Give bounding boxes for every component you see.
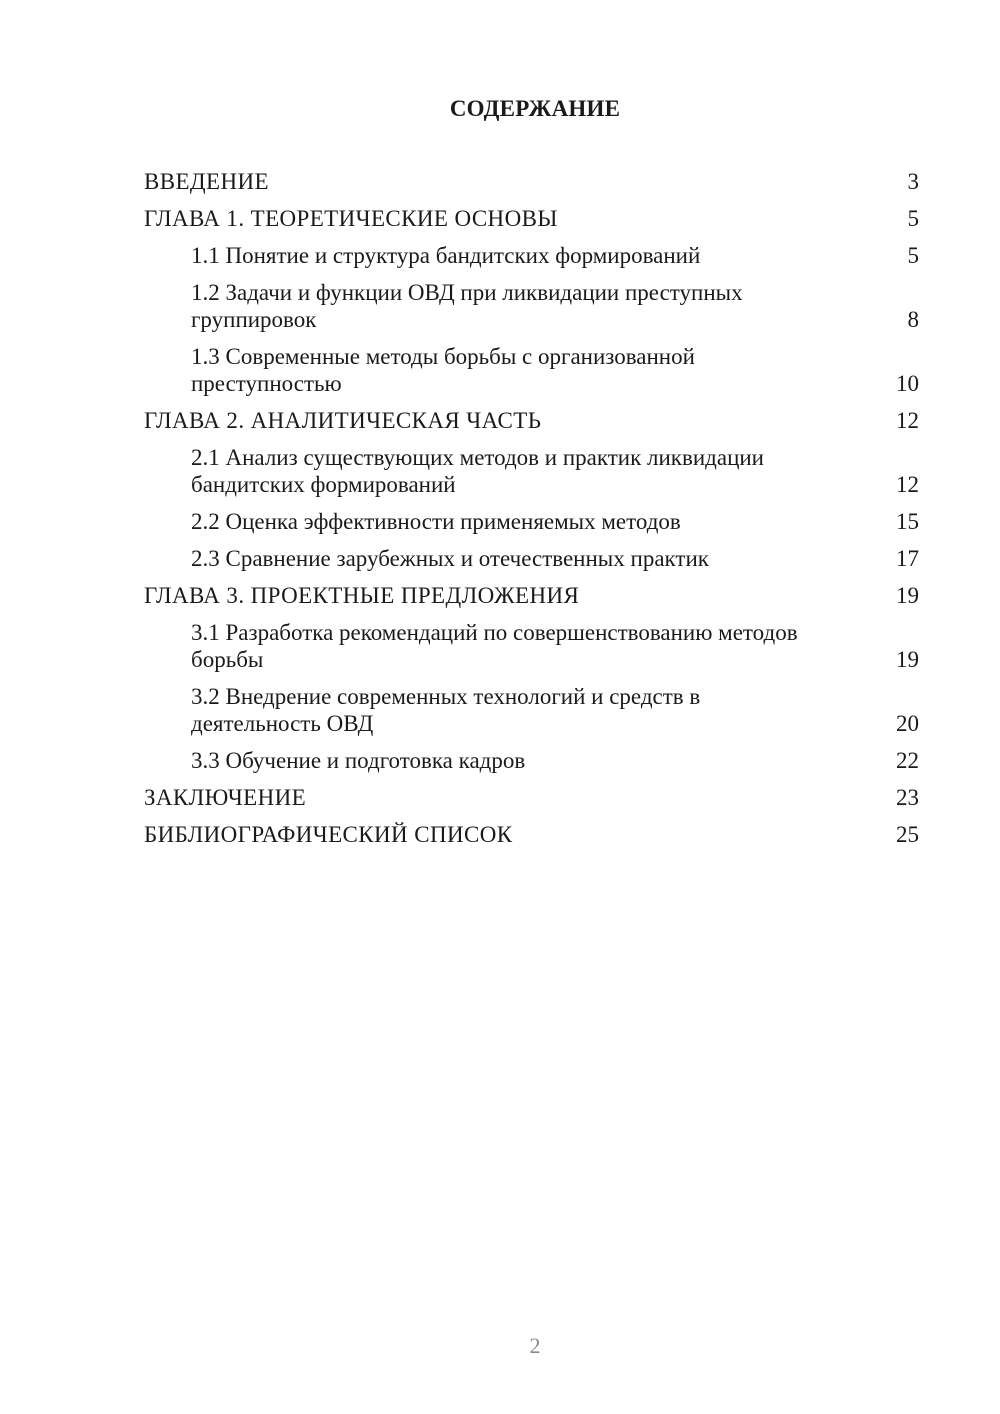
toc-entry-title: ГЛАВА 2. АНАЛИТИЧЕСКАЯ ЧАСТЬ: [144, 408, 542, 433]
toc-section-entry: [144, 683, 919, 737]
table-of-contents: [144, 168, 919, 858]
toc-entry-title: 2.2 Оценка эффективности применяемых методов: [191, 509, 681, 534]
toc-entry-page: 8: [907, 307, 919, 332]
toc-entry-title: 1.3 Современные методы борьбы с организованной преступностью: [191, 344, 695, 396]
toc-section-entry: [144, 242, 919, 269]
toc-section-entry: [144, 508, 919, 535]
toc-entry-title: 3.1 Разработка рекомендаций по совершенствованию методов борьбы: [191, 620, 798, 672]
toc-entry-page: 23: [896, 785, 919, 810]
toc-entry-page: 12: [896, 472, 919, 497]
toc-chapter-entry: [144, 205, 919, 232]
toc-entry-page: 22: [896, 748, 919, 773]
toc-section-entry: [144, 444, 919, 498]
toc-section-entry: [144, 545, 919, 572]
toc-entry-page: 15: [896, 509, 919, 534]
toc-section-entry: [144, 279, 919, 333]
toc-entry-title: 3.3 Обучение и подготовка кадров: [191, 748, 526, 773]
toc-entry-title: БИБЛИОГРАФИЧЕСКИЙ СПИСОК: [144, 822, 513, 847]
toc-entry-page: 5: [907, 206, 919, 231]
toc-entry-title: 3.2 Внедрение современных технологий и средств в деятельность ОВД: [191, 684, 701, 736]
toc-entry-title: ГЛАВА 3. ПРОЕКТНЫЕ ПРЕДЛОЖЕНИЯ: [144, 583, 580, 608]
toc-entry-page: 19: [896, 583, 919, 608]
toc-entry-title: 1.1 Понятие и структура бандитских формирований: [191, 243, 701, 268]
toc-entry-page: 12: [896, 408, 919, 433]
toc-section-entry: [144, 747, 919, 774]
page-number: 2: [529, 1333, 541, 1358]
toc-chapter-entry: [144, 821, 919, 848]
toc-entry-title: ГЛАВА 1. ТЕОРЕТИЧЕСКИЕ ОСНОВЫ: [144, 206, 558, 231]
toc-entry-page: 5: [907, 243, 919, 268]
toc-chapter-entry: [144, 582, 919, 609]
toc-entry-title: 2.1 Анализ существующих методов и практик ликвидации бандитских формирований: [191, 445, 764, 497]
toc-section-entry: [144, 619, 919, 673]
toc-entry-page: 3: [907, 169, 919, 194]
toc-chapter-entry: [144, 168, 919, 195]
toc-chapter-entry: [144, 784, 919, 811]
toc-entry-page: 25: [896, 822, 919, 847]
toc-entry-title: 2.3 Сравнение зарубежных и отечественных практик: [191, 546, 709, 571]
toc-entry-title: 1.2 Задачи и функции ОВД при ликвидации преступных группировок: [191, 280, 743, 332]
toc-entry-page: 20: [896, 711, 919, 736]
toc-section-entry: [144, 343, 919, 397]
toc-entry-page: 19: [896, 647, 919, 672]
toc-entry-page: 17: [896, 546, 919, 571]
toc-entry-page: 10: [896, 371, 919, 396]
toc-chapter-entry: [144, 407, 919, 434]
toc-entry-title: ЗАКЛЮЧЕНИЕ: [144, 785, 307, 810]
page-title: СОДЕРЖАНИЕ: [449, 96, 621, 121]
toc-entry-title: ВВЕДЕНИЕ: [144, 169, 269, 194]
